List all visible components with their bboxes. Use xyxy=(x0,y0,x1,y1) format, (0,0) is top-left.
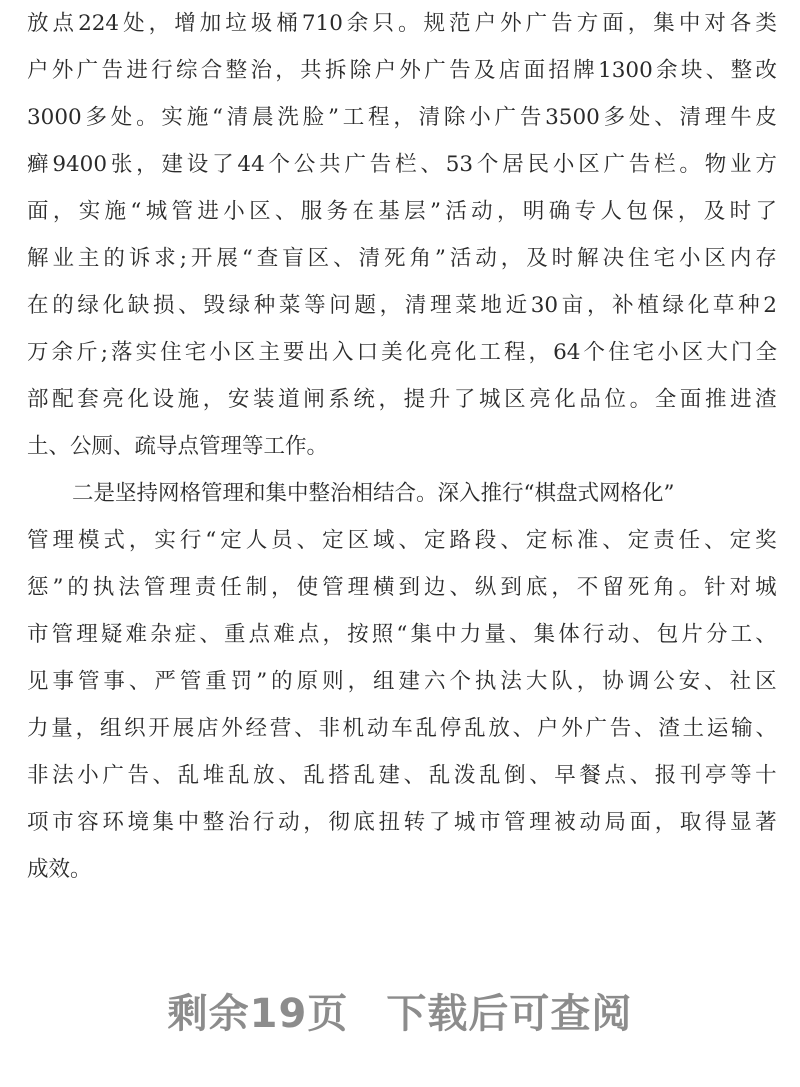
text-line: 力 量 ， 组 织 开 展 店 外 经 营 、 非 机 动 车 乱 停 乱 放 、 户 外 广 告 、 渣 土 运 输 、 xyxy=(27,716,777,741)
text-line: 面 ， 实 施 “ 城 管 进 小 区 、 服 务 在 基 层 ” 活 动 ， 明 确 专 人 包 保 ， 及 时 了 xyxy=(27,199,777,224)
text-line: 解 业 主 的 诉 求 ; 开 展 “ 查 盲 区 、 清 死 角 ” 活 动 ， 及 时 解 决 住 宅 小 区 内 存 xyxy=(27,246,777,271)
text-line: 非 法 小 广 告 、 乱 堆 乱 放 、 乱 搭 乱 建 、 乱 泼 乱 倒 、 早 餐 点 、 报 刊 亭 等 十 xyxy=(27,763,777,788)
text-line: 万 余 斤 ; 落 实 住 宅 小 区 主 要 出 入 口 美 化 亮 化 工 程 ， 64 个 住 宅 小 区 大 门 全 xyxy=(27,340,777,365)
download-hint-label: 下载后可查阅 xyxy=(386,991,633,1037)
text-line: 惩 ” 的 执 法 管 理 责 任 制 ， 使 管 理 横 到 边 、 纵 到 底 ， 不 留 死 角 。 针 对 城 xyxy=(27,575,777,600)
paragraph-2 xyxy=(27,470,777,893)
text-line: 市 管 理 疑 难 杂 症 、 重 点 难 点 ， 按 照 “ 集 中 力 量 、 集 体 行 动 、 包 片 分 工 、 xyxy=(27,622,777,647)
text-line: 在 的 绿 化 缺 损 、 毁 绿 种 菜 等 问 题 ， 清 理 菜 地 近 30 亩 ， 补 植 绿 化 草 种 2 xyxy=(27,293,777,318)
text-line: 部 配 套 亮 化 设 施 ， 安 装 道 闸 系 统 ， 提 升 了 城 区 亮 化 品 位 。 全 面 推 进 渣 xyxy=(27,387,777,412)
remaining-pages-label: 剩余19页 xyxy=(167,991,349,1037)
text-line: 项 市 容 环 境 集 中 整 治 行 动 ， 彻 底 扭 转 了 城 市 管 理 被 动 局 面 ， 取 得 显 著 xyxy=(27,810,777,835)
text-line: 放 点 224 处 ， 增 加 垃 圾 桶 710 余 只 。 规 范 户 外 广 告 方 面 ， 集 中 对 各 类 xyxy=(27,11,777,36)
text-line: 成效。 xyxy=(27,857,92,882)
text-line: 3000 多 处 。 实 施 “ 清 晨 洗 脸 ” 工 程 ， 清 除 小 广 告 3500 多 处 、 清 理 牛 皮 xyxy=(27,105,777,130)
text-line: 二是坚持网格管理和集中整治相结合。深入推行“棋盘式网格化” xyxy=(72,481,675,506)
text-line: 管 理 模 式 ， 实 行 “ 定 人 员 、 定 区 域 、 定 路 段 、 定 标 准 、 定 责 任 、 定 奖 xyxy=(27,528,777,553)
text-line: 见 事 管 事 、 严 管 重 罚 ” 的 原 则 ， 组 建 六 个 执 法 大 队 ， 协 调 公 安 、 社 区 xyxy=(27,669,777,694)
text-line: 户 外 广 告 进 行 综 合 整 治 ， 共 拆 除 户 外 广 告 及 店 面 招 牌 1300 余 块 、 整 改 xyxy=(27,58,777,83)
text-line: 土、公厕、疏导点管理等工作。 xyxy=(27,434,329,459)
remaining-pages-banner[interactable] xyxy=(0,982,800,1039)
paragraph-1 xyxy=(27,0,777,470)
text-line: 癣 9400 张 ， 建 设 了 44 个 公 共 广 告 栏 、 53 个 居 民 小 区 广 告 栏 。 物 业 方 xyxy=(27,152,777,177)
document-body xyxy=(27,0,777,893)
